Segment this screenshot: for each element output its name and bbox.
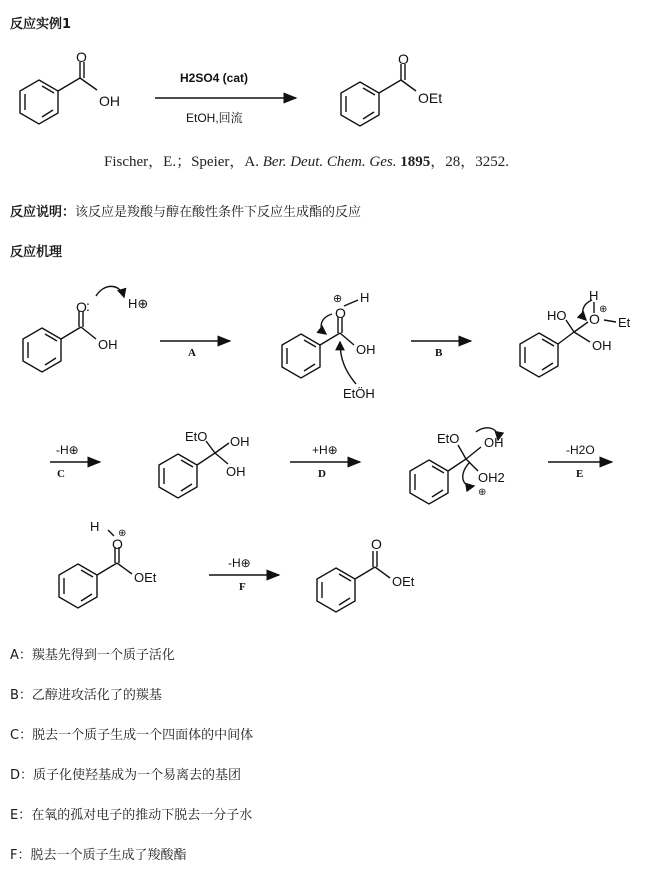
heading-mechanism: 反应机理 <box>10 245 63 260</box>
m3-plus: ⊕ <box>599 304 608 315</box>
m3-o: O <box>589 311 600 327</box>
above-arrow-d: +H⊕ <box>312 443 338 457</box>
m6-o: O <box>112 536 123 552</box>
m3-et: Et <box>618 315 631 330</box>
m6-plus: ⊕ <box>118 528 127 539</box>
r1-carbonyl-o: O <box>76 49 87 65</box>
arrow-label-c: C <box>57 468 65 480</box>
step-d: D：质子化使羟基成为一个易离去的基团 <box>10 768 242 783</box>
above-arrow-f: -H⊕ <box>228 556 251 570</box>
heading-example: 反应实例1 <box>10 17 72 32</box>
arrow-label-f: F <box>239 581 246 593</box>
m2-plus: ⊕ <box>333 293 343 305</box>
m4-oh-top: OH <box>230 434 250 449</box>
step-b: B：乙醇进攻活化了的羰基 <box>10 688 162 703</box>
r1-reactant-group: OH <box>99 93 120 109</box>
step-a: A：羰基先得到一个质子活化 <box>10 648 175 663</box>
r1-reagent-bottom: EtOH,回流 <box>186 111 243 125</box>
m1-proton: H⊕ <box>128 296 149 311</box>
m2-carbonyl-o: O <box>335 305 346 321</box>
m6-h: H <box>90 519 100 534</box>
m3-ho: HO <box>547 308 567 323</box>
m4-oh-bottom: OH <box>226 464 246 479</box>
m5-oh2: OH2 <box>478 470 505 485</box>
r1-reagent-top: H2SO4 (cat) <box>180 71 249 85</box>
m2-ethanol: EtÖH <box>343 386 375 401</box>
m5-plus: ⊕ <box>478 487 487 498</box>
m3-h: H <box>589 288 599 303</box>
above-arrow-c: -H⊕ <box>56 443 79 457</box>
citation-authors: Fischer，E.；Speier，A. <box>104 154 259 170</box>
citation-rest: ，28，3252. <box>430 154 509 170</box>
m1-oh: OH <box>98 337 118 352</box>
description-text: 该反应是羧酸与醇在酸性条件下反应生成酯的反应 <box>75 205 362 220</box>
step-f: F：脱去一个质子生成了羧酸酯 <box>10 848 187 863</box>
citation-journal: Ber. Deut. Chem. Ges. <box>262 154 397 170</box>
description-label: 反应说明： <box>10 205 76 220</box>
arrow-label-a: A <box>188 347 196 359</box>
citation-year: 1895 <box>400 154 431 170</box>
arrow-label-d: D <box>318 468 326 480</box>
above-arrow-e: -H2O <box>566 443 595 457</box>
m5-oh: OH <box>484 435 504 450</box>
m4-eto: EtO <box>185 429 208 444</box>
m5-eto: EtO <box>437 431 460 446</box>
step-e: E：在氧的孤对电子的推动下脱去一分子水 <box>10 808 253 823</box>
step-c: C：脱去一个质子生成一个四面体的中间体 <box>10 728 254 743</box>
r1-product-group: OEt <box>418 90 443 106</box>
arrow-label-b: B <box>435 347 443 359</box>
m7-carbonyl-o: O <box>371 536 382 552</box>
m2-h: H <box>360 290 370 305</box>
m1-carbonyl-o: O <box>76 299 87 315</box>
m6-oet: OEt <box>134 570 157 585</box>
r1-product-carbonyl-o: O <box>398 51 409 67</box>
arrow-label-e: E <box>576 468 584 480</box>
m2-oh: OH <box>356 342 376 357</box>
m1-lone-pair: : <box>86 298 90 314</box>
m7-oet: OEt <box>392 574 415 589</box>
m3-oh: OH <box>592 338 612 353</box>
